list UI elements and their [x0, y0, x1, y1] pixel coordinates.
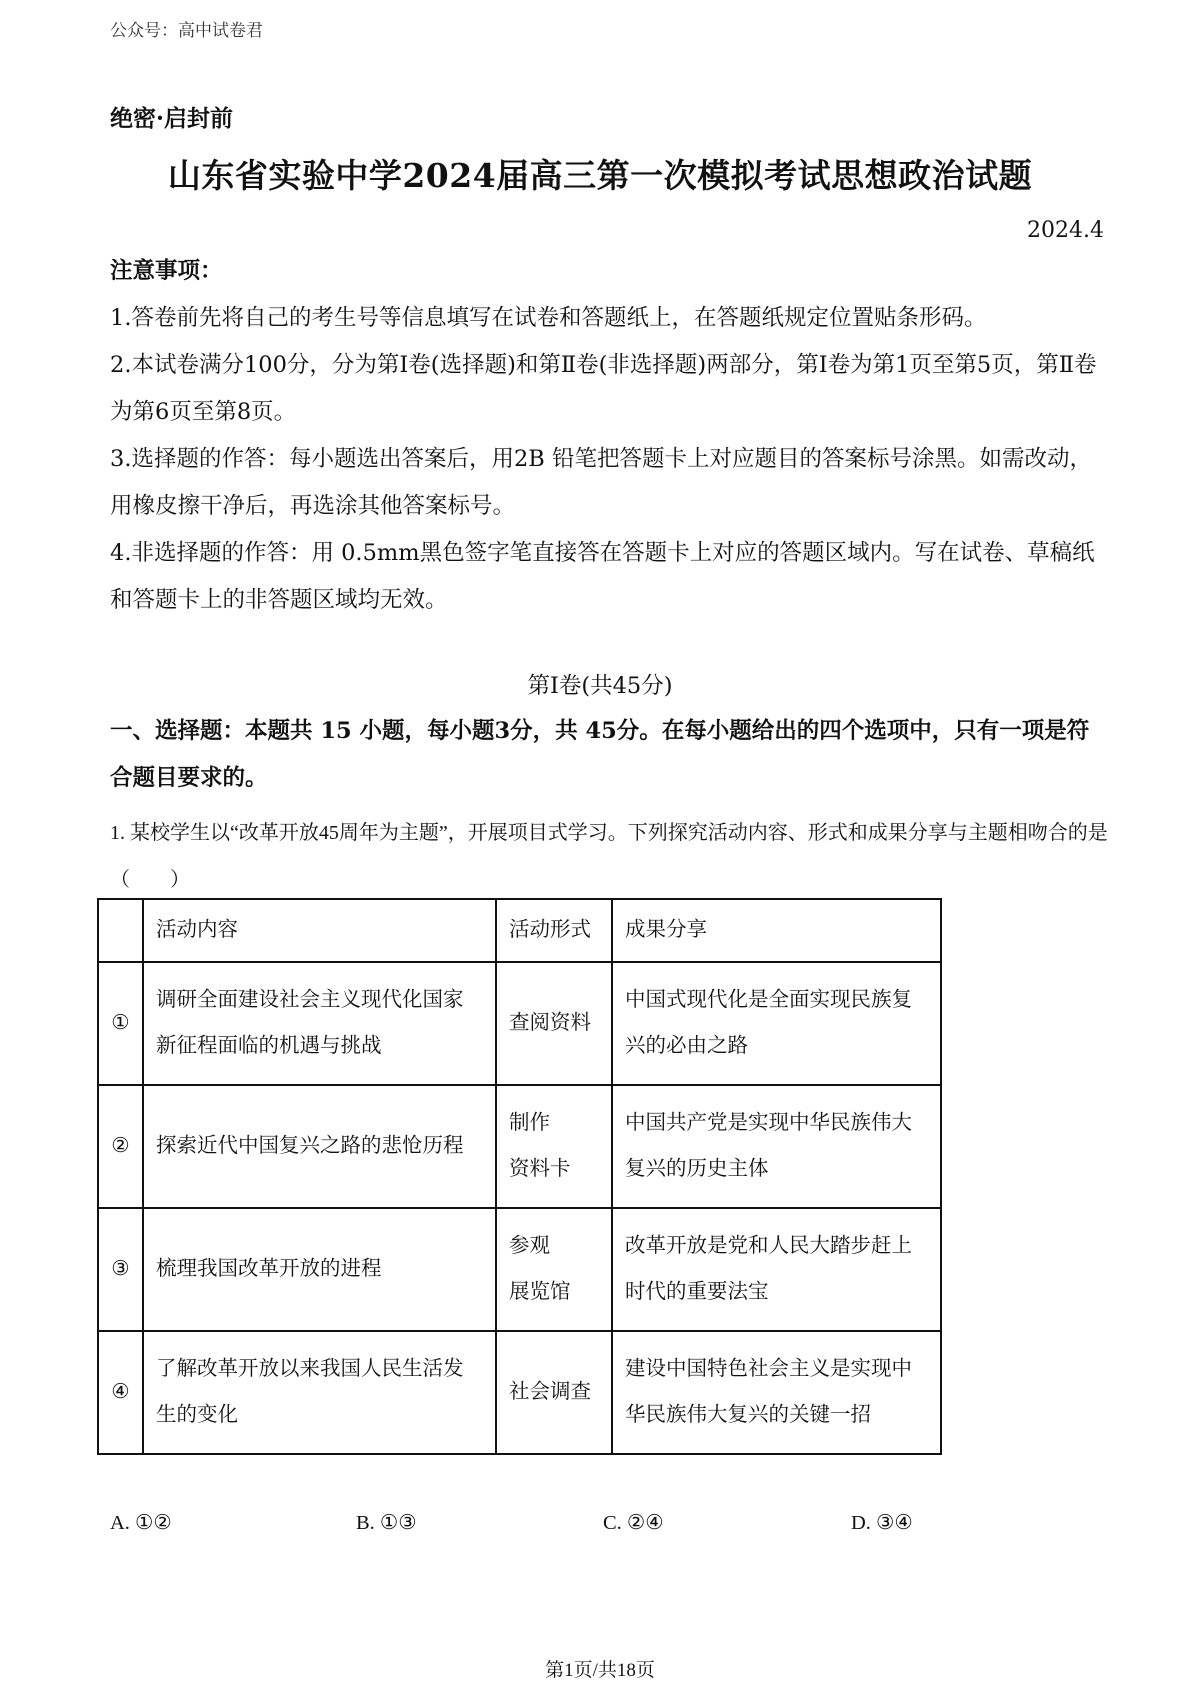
question-stem: [110, 810, 1110, 904]
activity-content-cell: 调研全面建设社会主义现代化国家新征程面临的机遇与挑战: [143, 962, 496, 1085]
notice-item: 3.选择题的作答：每小题选出答案后，用2B 铅笔把答题卡上对应题目的答案标号涂黑。如需改动，用橡皮擦干净后，再选涂其他答案标号。: [110, 446, 1092, 519]
activity-form-text: 参观: [509, 1235, 550, 1258]
notice-item: 2.本试卷满分100分，分为第Ⅰ卷(选择题)和第Ⅱ卷(非选择题)两部分，第Ⅰ卷为第1页至第5页，第Ⅱ卷为第6页至第8页。: [110, 352, 1097, 425]
activity-form-cell: [496, 1331, 612, 1454]
result-share-cell: 中国式现代化是全面实现民族复兴的必由之路: [612, 962, 941, 1085]
table-header-cell: 活动内容: [143, 899, 496, 962]
table-header-cell: 成果分享: [612, 899, 941, 962]
table-row: [98, 1208, 941, 1331]
exam-title: 山东省实验中学2024届高三第一次模拟考试思想政治试题: [167, 156, 1033, 195]
confidential-label: 绝密·启封前: [110, 105, 234, 132]
table-header-cell: 活动形式: [496, 899, 612, 962]
question-stem-text: 1. 某校学生以“改革开放45周年为主题”，开展项目式学习。下列探究活动内容、形式和成果分享与主题相吻合的是（ ）: [110, 822, 1108, 891]
activity-form-text: 资料卡: [509, 1158, 571, 1181]
activity-table: [97, 898, 942, 1455]
row-number: ①: [98, 962, 143, 1085]
activity-content-cell: 探索近代中国复兴之路的悲怆历程: [143, 1085, 496, 1208]
section-title: 第Ⅰ卷(共45分): [527, 673, 673, 699]
option-d: D. ③④: [851, 1512, 913, 1534]
table-header-row: [98, 899, 941, 962]
activity-form-cell: [496, 962, 612, 1085]
notice-section: [110, 248, 1110, 624]
table-header-cell: [98, 899, 143, 962]
row-number: ④: [98, 1331, 143, 1454]
activity-form-text: 展览馆: [509, 1281, 571, 1304]
activity-form-cell: [496, 1085, 612, 1208]
activity-content-cell: 了解改革开放以来我国人民生活发生的变化: [143, 1331, 496, 1454]
table-row: [98, 1331, 941, 1454]
page-footer: 第1页/共18页: [545, 1660, 655, 1681]
result-share-cell: 建设中国特色社会主义是实现中华民族伟大复兴的关键一招: [612, 1331, 941, 1454]
activity-form-text: 社会调查: [509, 1381, 591, 1404]
exam-date: 2024.4: [1027, 218, 1104, 243]
section-description-text: 一、选择题：本题共 15 小题，每小题3分，共 45分。在每小题给出的四个选项中，只有一项是符合题目要求的。: [110, 718, 1090, 791]
option-b: B. ①③: [356, 1512, 417, 1534]
activity-form-text: 制作: [509, 1112, 550, 1135]
result-share-cell: 中国共产党是实现中华民族伟大复兴的历史主体: [612, 1085, 941, 1208]
notice-item: 4.非选择题的作答：用 0.5mm黑色签字笔直接答在答题卡上对应的答题区域内。写在试卷、草稿纸和答题卡上的非答题区域均无效。: [110, 540, 1095, 613]
notice-item: 1.答卷前先将自己的考生号等信息填写在试卷和答题纸上，在答题纸规定位置贴条形码。: [110, 305, 987, 331]
row-number: ③: [98, 1208, 143, 1331]
activity-form-cell: [496, 1208, 612, 1331]
option-c: C. ②④: [603, 1512, 664, 1534]
result-share-cell: 改革开放是党和人民大踏步赶上时代的重要法宝: [612, 1208, 941, 1331]
section-description: [110, 708, 1110, 802]
table-row: [98, 1085, 941, 1208]
option-a: A. ①②: [110, 1512, 172, 1534]
activity-content-cell: 梳理我国改革开放的进程: [143, 1208, 496, 1331]
header-note: 公众号：高中试卷君: [110, 21, 263, 41]
row-number: ②: [98, 1085, 143, 1208]
table-row: [98, 962, 941, 1085]
activity-form-text: 查阅资料: [509, 1012, 591, 1035]
notice-heading: 注意事项：: [110, 258, 223, 284]
